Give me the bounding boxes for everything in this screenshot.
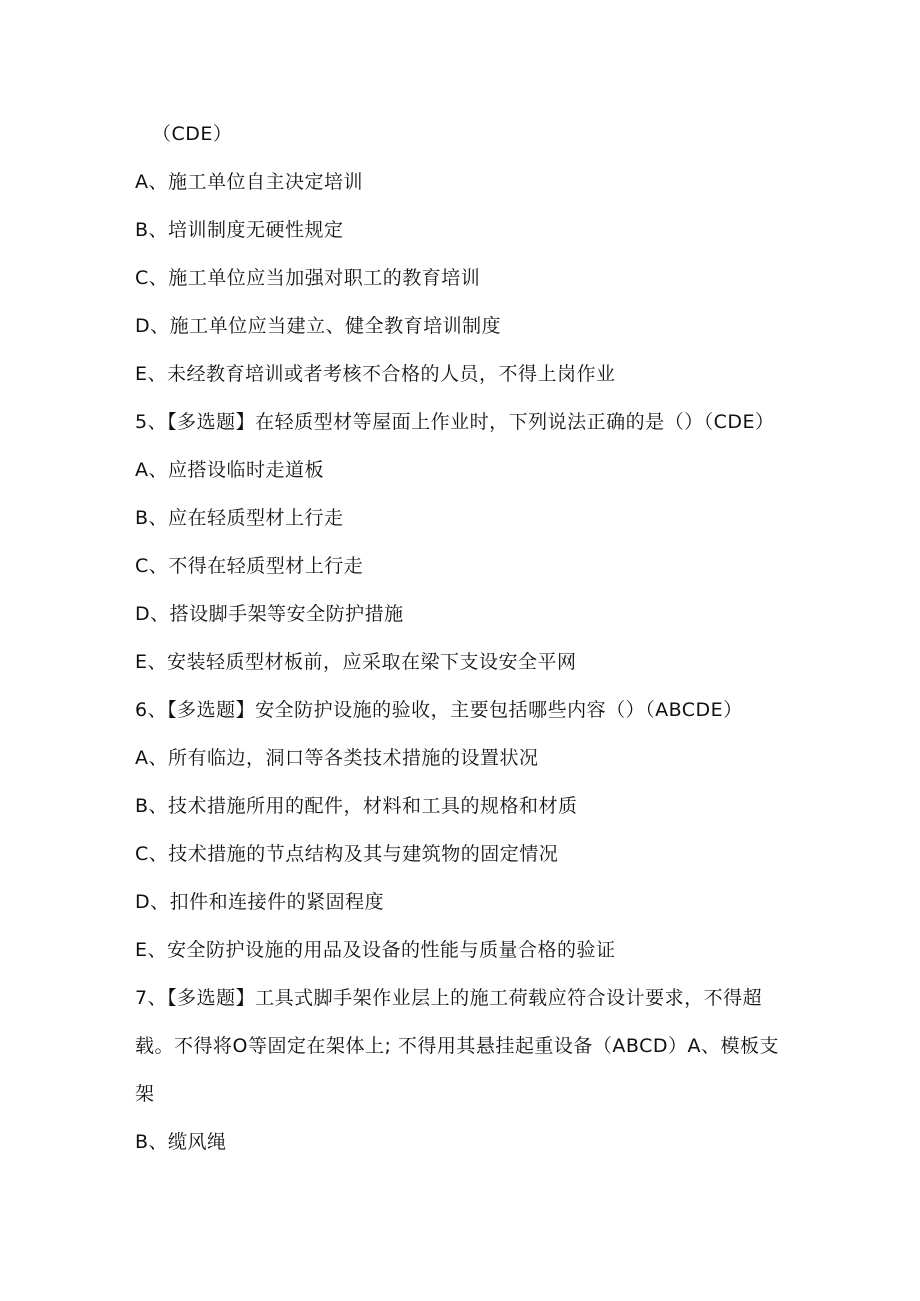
question-line: 7、【多选题】工具式脚手架作业层上的施工荷载应符合设计要求，不得超 <box>135 987 763 1009</box>
option-line: E、未经教育培训或者考核不合格的人员，不得上岗作业 <box>135 363 616 385</box>
option-line: A、施工单位自主决定培训 <box>135 171 363 193</box>
option-line: D、扣件和连接件的紧固程度 <box>135 891 385 913</box>
option-line: C、不得在轻质型材上行走 <box>135 555 364 577</box>
option-line: D、搭设脚手架等安全防护措施 <box>135 603 404 625</box>
option-line: D、施工单位应当建立、健全教育培训制度 <box>135 315 502 337</box>
option-line: A、所有临边，洞口等各类技术措施的设置状况 <box>135 747 539 769</box>
option-line: B、技术措施所用的配件，材料和工具的规格和材质 <box>135 795 578 817</box>
question-line: 6、【多选题】安全防护设施的验收，主要包括哪些内容（）（ABCDE） <box>135 699 743 721</box>
option-line: C、技术措施的节点结构及其与建筑物的固定情况 <box>135 843 559 865</box>
question-line: 架 <box>135 1083 155 1105</box>
option-line: B、缆风绳 <box>135 1131 227 1153</box>
option-line: B、应在轻质型材上行走 <box>135 507 344 529</box>
option-line: A、应搭设临时走道板 <box>135 459 324 481</box>
question-line: 载。不得将O等固定在架体上; 不得用其悬挂起重设备（ABCD）A、模板支 <box>135 1035 779 1057</box>
question-line: 5、【多选题】在轻质型材等屋面上作业时，下列说法正确的是（）（CDE） <box>135 411 775 433</box>
option-line: E、安全防护设施的用品及设备的性能与质量合格的验证 <box>135 939 616 961</box>
option-line: C、施工单位应当加强对职工的教育培训 <box>135 267 481 289</box>
option-line: E、安装轻质型材板前，应采取在梁下支设安全平网 <box>135 651 577 673</box>
option-line: B、培训制度无硬性规定 <box>135 219 344 241</box>
answer-line: （CDE） <box>152 123 233 145</box>
